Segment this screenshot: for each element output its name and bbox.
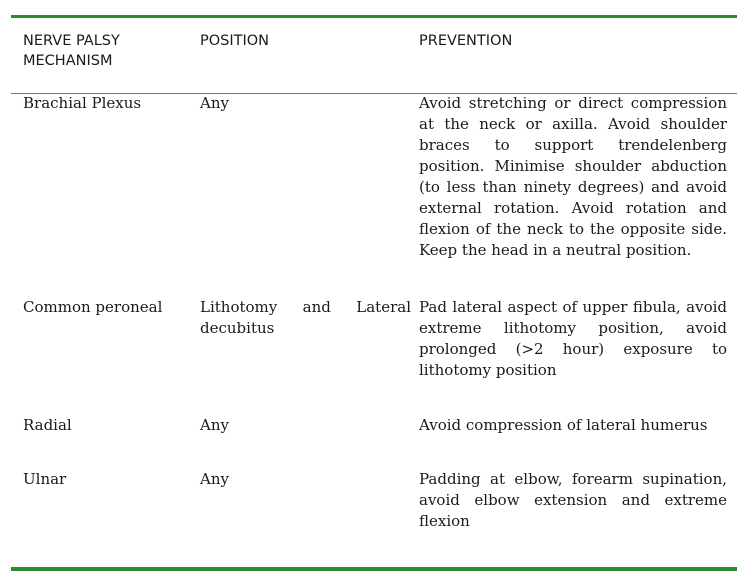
header-mechanism — [11, 18, 200, 80]
table-row — [11, 456, 737, 536]
header-prevention: PREVENTION — [419, 33, 513, 49]
cell-position: Any — [200, 416, 229, 434]
cell-prevention: Pad lateral aspect of upper fibula, avoid extreme lithotomy position, avoid prolonged (>2 hour) exposure to lithotomy position — [419, 298, 727, 379]
table-row — [11, 284, 737, 402]
table-row — [11, 80, 737, 284]
header-mechanism-line2: MECHANISM — [23, 53, 113, 69]
header-row — [11, 18, 737, 80]
cell-nerve: Common peroneal — [23, 298, 163, 316]
bottom-rule — [11, 567, 737, 571]
table-row — [11, 402, 737, 456]
cell-prevention: Avoid compression of lateral humerus — [419, 416, 708, 434]
cell-nerve: Brachial Plexus — [23, 94, 142, 112]
nerve-palsy-table — [11, 18, 737, 536]
cell-nerve: Ulnar — [23, 470, 67, 488]
cell-nerve: Radial — [23, 416, 72, 434]
cell-position: Any — [200, 470, 229, 488]
cell-prevention: Padding at elbow, forearm supination, avoid elbow extension and extreme flexion — [419, 470, 727, 530]
cell-position: Any — [200, 94, 229, 112]
cell-prevention: Avoid stretching or direct compression at the neck or axilla. Avoid shoulder braces to support trendelenberg position. Minimise shoulder abduction (to less than ninety degrees) and avoid external rotation. Avoid rotation and flexion of the neck to the opposite side. Keep the head in a neutral position. — [419, 94, 727, 259]
header-position: POSITION — [200, 33, 270, 49]
header-mechanism-line1: NERVE PALSY — [23, 33, 120, 49]
cell-position: Lithotomy and Lateral decubitus — [200, 298, 411, 337]
